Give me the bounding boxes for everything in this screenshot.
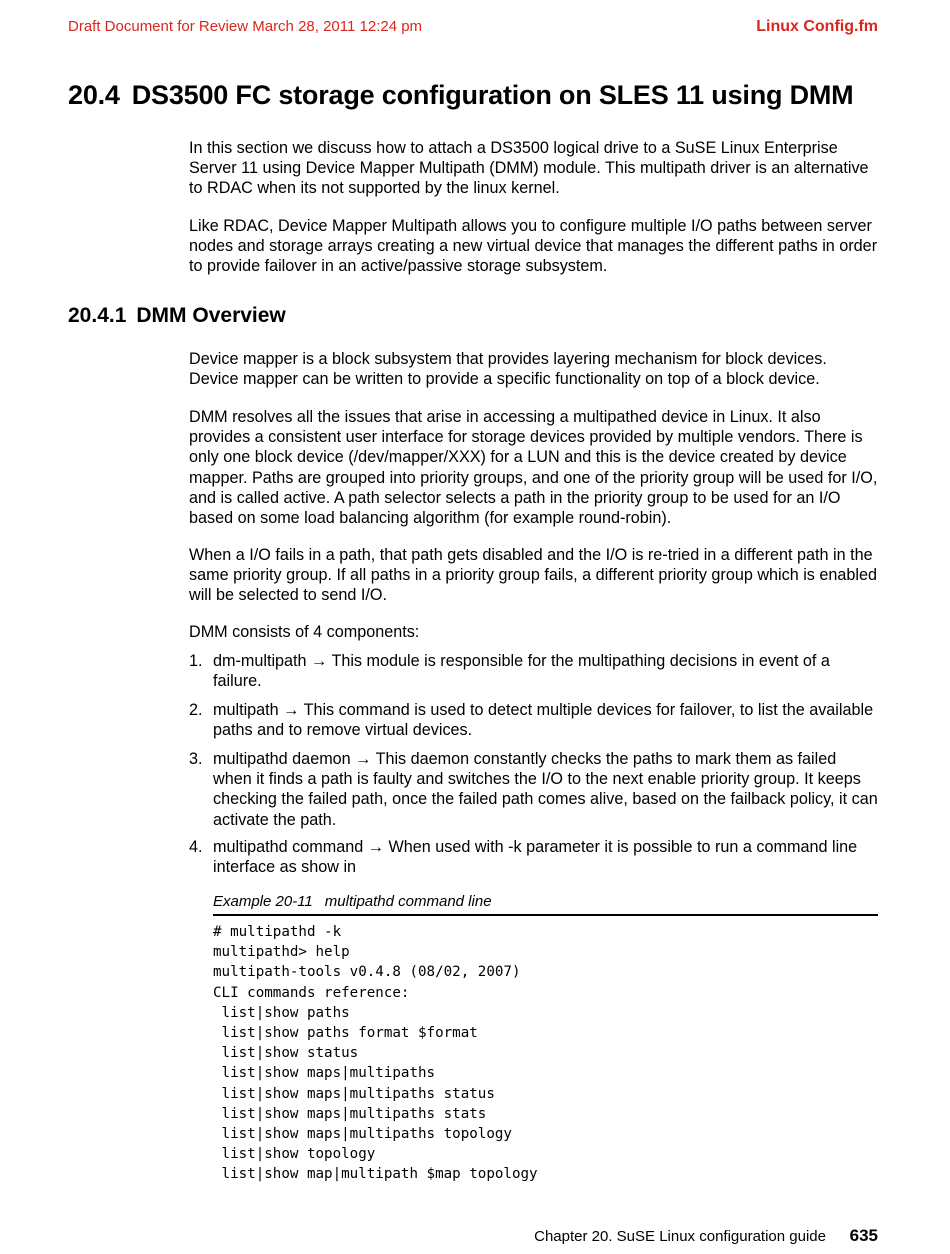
components-intro-paragraph: DMM consists of 4 components: — [189, 623, 420, 641]
section-number: 20.4 — [68, 80, 120, 110]
list-item-text: multipathd command → When used with -k parameter it is possible to run a command line interface as show in — [213, 838, 858, 877]
draft-notice: Draft Document for Review March 28, 2011 12:24 pm — [68, 18, 423, 35]
section-heading — [68, 80, 898, 111]
list-item — [189, 837, 879, 877]
draft-header — [68, 18, 878, 38]
list-item-text: dm-multipath → This module is responsible for the multipathing decisions in event of a failure. — [213, 652, 830, 691]
section-intro-paragraph: In this section we discuss how to attach a DS3500 logical drive to a SuSE Linux Enterprise Server 11 using Device Mapper Multipath (DMM) module. This multipath driver is an alternative to RDAC when its not supported by the linux kernel. — [189, 139, 869, 198]
dmm-resolves-paragraph: DMM resolves all the issues that arise in accessing a multipathed device in Linux. It also provides a consistent user interface for storage devices provided by multiple vendors. There is only one block device (/dev/mapper/XXX) for a LUN and this is the device created by device mapper. Paths are grouped into priority groups, and one of the priority group will be used for I/O, and is called active. A path selector selects a path in the priority group to be used for an I/O based on some load balancing algorithm (for example round-robin). — [189, 408, 878, 528]
code-example: # multipathd -k multipathd> help multipath-tools v0.4.8 (08/02, 2007) CLI commands reference: list|show paths list|show paths format $format list|show status list|show maps|multipaths list|show maps|multipaths status list|show maps|multipaths stats list|show maps|multipaths topology list|show topology list|show map|multipath $map topology — [213, 924, 538, 1183]
subsection-number: 20.4.1 — [68, 304, 127, 327]
subsection-heading — [68, 304, 286, 328]
example-title: multipathd command line — [324, 893, 492, 910]
subsection-title: DMM Overview — [136, 304, 286, 327]
example-label: Example 20-11 — [213, 893, 313, 910]
list-item — [189, 700, 879, 740]
chapter-title: Chapter 20. SuSE Linux configuration guide — [534, 1228, 826, 1245]
file-name: Linux Config.fm — [756, 18, 878, 35]
section-rdac-paragraph: Like RDAC, Device Mapper Multipath allows you to configure multiple I/O paths between server nodes and storage arrays creating a new virtual device that manages the different paths in order to provide failover in an active/passive storage subsystem. — [189, 217, 878, 276]
section-title: DS3500 FC storage configuration on SLES 11 using DMM — [131, 80, 854, 110]
page-footer — [500, 1226, 878, 1246]
list-item-text: multipath → This command is used to detect multiple devices for failover, to list the available paths and to remove virtual devices. — [213, 701, 874, 740]
list-item-number: 4. — [189, 838, 203, 856]
device-mapper-paragraph: Device mapper is a block subsystem that provides layering mechanism for block devices. Device mapper can be written to provide a specific functionality on top of a block device. — [189, 350, 827, 389]
list-item-number: 2. — [189, 701, 203, 719]
list-item — [189, 651, 879, 691]
list-item-number: 1. — [189, 652, 203, 670]
list-item-number: 3. — [189, 750, 203, 768]
list-item — [189, 749, 879, 830]
example-caption — [213, 893, 878, 916]
list-item-text: multipathd daemon → This daemon constantly checks the paths to mark them as failed when it finds a path is faulty and switches the I/O to the next enable priority group. It keeps checking the failed path, once the failed path comes alive, based on the failback policy, it can activate the path. — [213, 750, 878, 829]
page-number: 635 — [849, 1226, 878, 1245]
io-fails-paragraph: When a I/O fails in a path, that path gets disabled and the I/O is re-tried in a different path in the same priority group. If all paths in a priority group fails, a different priority group which is enabled will be selected to send I/O. — [189, 546, 878, 605]
